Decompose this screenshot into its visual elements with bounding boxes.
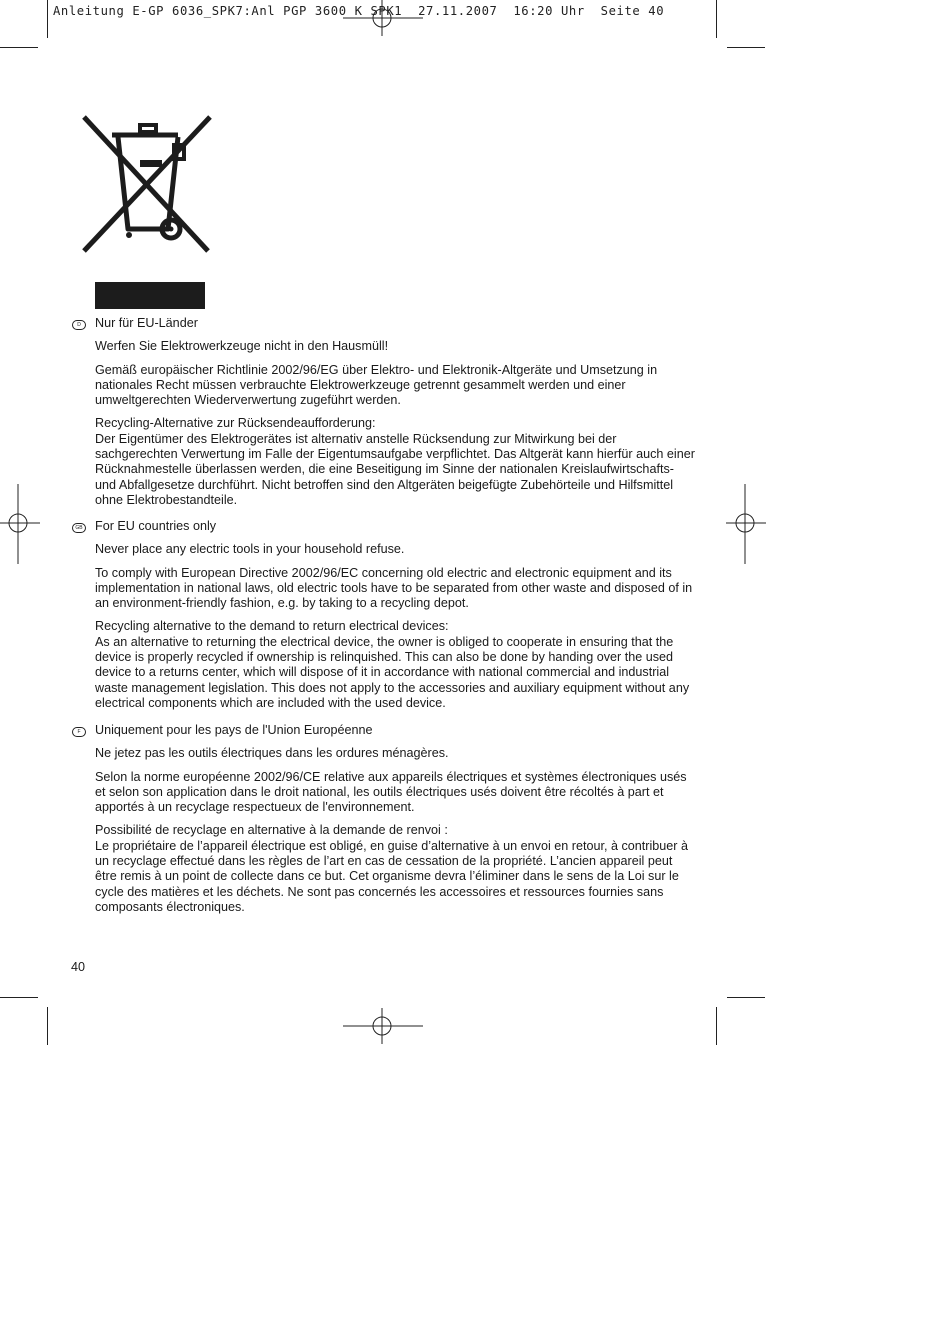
crop-mark (0, 997, 38, 998)
language-badge-de: D (72, 320, 86, 330)
paragraph: Possibilité de recyclage en alternative à la demande de renvoi : Le propriétaire de l’appareil électrique est obligé, en guise d’alternative à un envoi en retour, à contribuer à un recyclage effectué dans les règles de l’art en cas de cessation de la propriété. L’ancien appareil peut être remis à un point de collecte dans ce but. Cet organisme devra l’éliminer dans le sens de la Loi sur le cycle des matières et les déchets. Ne sont pas concernés les accessoires et ressources fournies sans composants électroniques. (95, 823, 688, 914)
paragraph: Gemäß europäischer Richtlinie 2002/96/EG über Elektro- und Elektronik-Altgeräte und Umsetzung in nationales Recht müssen verbrauchte Elektrowerkzeuge getrennt gesammelt werden und einer umweltgerechten Wiederverwertung zugeführt werden. (95, 362, 658, 408)
section-french (95, 723, 695, 923)
underline-bar (95, 282, 205, 309)
registration-mark-icon (0, 484, 40, 564)
paragraph: Recycling-Alternative zur Rücksendeaufforderung: Der Eigentümer des Elektrogerätes ist alternativ anstelle Rücksendung zur Mitwirkung bei der sachgerechten Verwertung im Falle der Eigentumsaufgabe verpflichtet. Das Altgerät kann hierfür auch einer Rücknahmestelle überlassen werden, die eine Beseitigung im Sinne der nationalen Kreislaufwirtschafts- und Abfallgesetze durchführt. Nicht betroffen sind den Altgeräten beigefügte Zubehörteile und Hilfsmittel ohne Elektrobestandteile. (95, 416, 695, 507)
paragraph: Never place any electric tools in your household refuse. (95, 542, 405, 557)
crossed-out-wheelie-bin-icon (82, 113, 214, 255)
paragraph: To comply with European Directive 2002/96/EC concerning old electric and electronic equipment and its implementation in national laws, old electric tools have to be separated from other waste and disposed of in an environment-friendly fashion, e.g. by taking to a recycling depot. (95, 565, 693, 611)
page-number: 40 (71, 960, 86, 974)
print-slug: Anleitung E-GP 6036_SPK7:Anl PGP 3600 K SPK1 27.11.2007 16:20 Uhr Seite 40 (53, 4, 665, 18)
section-heading: Nur für EU-Länder (95, 316, 198, 330)
section-heading: For EU countries only (95, 519, 217, 533)
crop-mark (0, 47, 38, 48)
crop-mark (727, 997, 765, 998)
paragraph: Selon la norme européenne 2002/96/CE relative aux appareils électriques et systèmes électroniques usés et selon son application dans le droit national, les outils électriques usés doivent être récoltés à part et apportés à un recyclage respectueux de l'environnement. (95, 769, 687, 815)
paragraph: Ne jetez pas les outils électriques dans les ordures ménagères. (95, 746, 449, 761)
crop-mark (47, 1007, 48, 1045)
language-badge-fr: F (72, 727, 86, 737)
crop-mark (716, 1007, 717, 1045)
registration-mark-icon (343, 1008, 423, 1044)
section-german (95, 316, 695, 516)
crop-mark (716, 0, 717, 38)
section-heading: Uniquement pour les pays de l'Union Européenne (95, 723, 373, 737)
crop-mark (47, 0, 48, 38)
registration-mark-icon (726, 484, 766, 564)
paragraph: Recycling alternative to the demand to return electrical devices: As an alternative to returning the electrical device, the owner is obliged to cooperate in ensuring that the device is properly recycled if ownership is relinquished. This can also be done by handing over the used device to a returns center, which will dispose of it in accordance with national commercial and industrial waste management legislation. This does not apply to the accessories and auxiliary equipment without any electrical components which are included with the used device. (95, 619, 690, 710)
paragraph: Werfen Sie Elektrowerkzeuge nicht in den Hausmüll! (95, 339, 389, 354)
language-badge-gb: GB (72, 523, 86, 533)
section-english (95, 519, 695, 719)
registration-mark-icon (343, 0, 423, 36)
crop-mark (727, 47, 765, 48)
